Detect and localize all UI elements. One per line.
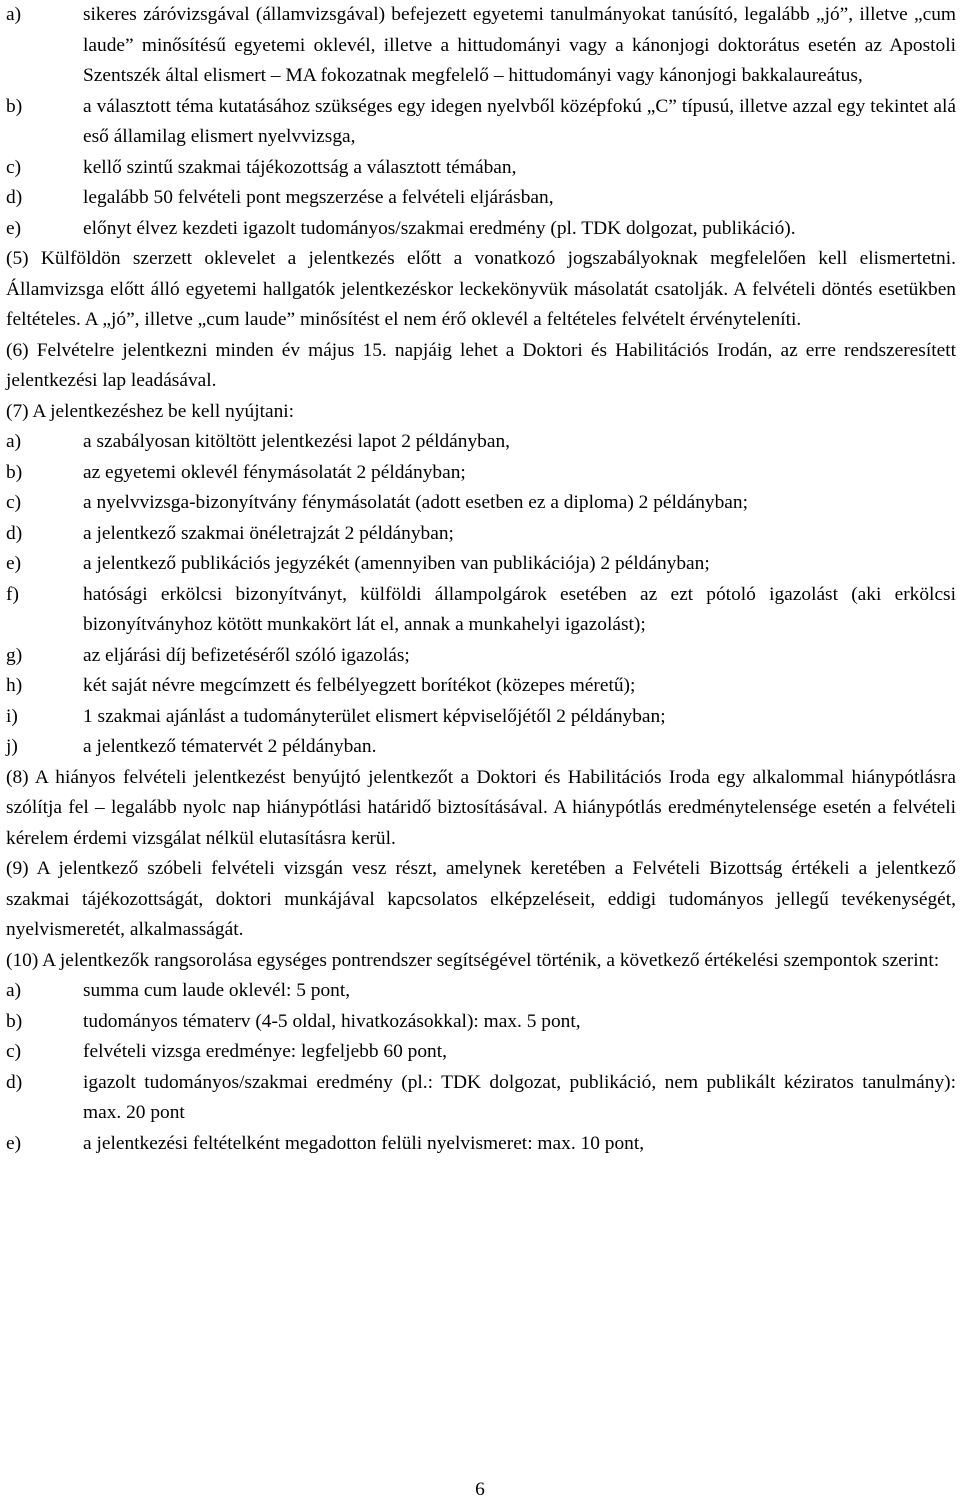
list-item bbox=[6, 671, 956, 702]
list-marker: f) bbox=[6, 583, 19, 605]
list-item-text: kellő szintű szakmai tájékozottság a választott témában, bbox=[83, 156, 517, 178]
list-item bbox=[6, 458, 956, 489]
list-item-text: a jelentkező tématervét 2 példányban. bbox=[83, 736, 377, 757]
list-item-text: summa cum laude oklevél: 5 pont, bbox=[83, 980, 351, 1001]
list-marker: d) bbox=[6, 522, 23, 544]
paragraph-5: (5) Külföldön szerzett oklevelet a jelentkezés előtt a vonatkozó jogszabályoknak megfelelően kell elismertetni. Államvizsga előtt álló egyetemi hallgatók jelentkezéskor leckekönyvük másolatát csatolják. A felvételi döntés esetükben feltételes. A „jó”, illetve „cum laude” minősítést el nem érő oklevél a feltételes felvételt érvényteleníti. bbox=[6, 248, 956, 330]
list-item bbox=[6, 641, 956, 672]
list-marker: a) bbox=[6, 980, 22, 1001]
paragraph-9: (9) A jelentkező szóbeli felvételi vizsgán vesz részt, amelynek keretében a Felvételi Bizottság értékeli a jelentkező szakmai tájékozottságát, doktori munkájával kapcsolatos elképzeléseit, eddigi tudományos jellegű tevékenységét, nyelvismeretét, alkalmasságát. bbox=[6, 858, 956, 940]
list-item-text: a választott téma kutatásához szükséges egy idegen nyelvből középfokú „C” típusú, illetve azzal egy tekintet alá eső államilag elismert nyelvvizsga, bbox=[83, 95, 956, 147]
document-page bbox=[6, 0, 956, 1159]
list-item-text: az egyetemi oklevél fénymásolatát 2 példányban; bbox=[83, 461, 466, 483]
list-marker: c) bbox=[6, 492, 22, 513]
list-item bbox=[6, 153, 956, 184]
submission-list bbox=[6, 427, 956, 763]
list-item bbox=[6, 1007, 956, 1038]
requirements-list bbox=[6, 0, 956, 244]
list-marker: g) bbox=[6, 644, 23, 666]
list-item bbox=[6, 702, 956, 733]
list-marker: d) bbox=[6, 187, 23, 208]
list-item bbox=[6, 519, 956, 550]
list-item bbox=[6, 1037, 956, 1068]
list-item-text: két saját névre megcímzett és felbélyegzett borítékot (közepes méretű); bbox=[83, 675, 636, 696]
list-item-text: a jelentkező publikációs jegyzékét (amennyiben van publikációja) 2 példányban; bbox=[83, 553, 710, 574]
list-marker: e) bbox=[6, 553, 22, 574]
list-item-text: a nyelvvizsga-bizonyítvány fénymásolatát (adott esetben ez a diploma) 2 példányban; bbox=[83, 492, 748, 513]
list-marker: c) bbox=[6, 156, 22, 178]
paragraph-10-heading: (10) A jelentkezők rangsorolása egységes pontrendszer segítségével történik, a következő értékelési szempontok szerint: bbox=[6, 949, 940, 971]
list-item-text: tudományos tématerv (4-5 oldal, hivatkozásokkal): max. 5 pont, bbox=[83, 1010, 581, 1032]
list-item bbox=[6, 549, 956, 580]
list-item-text: felvételi vizsga eredménye: legfeljebb 60 pont, bbox=[83, 1041, 447, 1062]
list-item-text: igazolt tudományos/szakmai eredmény (pl.: TDK dolgozat, publikáció, nem publikált kéziratos tanulmány): max. 20 pont bbox=[83, 1071, 956, 1123]
list-item bbox=[6, 976, 956, 1007]
list-marker: b) bbox=[6, 95, 23, 117]
list-item-text: sikeres záróvizsgával (államvizsgával) befejezett egyetemi tanulmányokat tanúsító, legalább „jó”, illetve „cum laude” minősítésű egyetemi oklevél, illetve a hittudományi vagy a kánonjogi doktorátus esetén az Apostoli Szentszék által elismert – MA fokozatnak megfelelő – hittudományi vagy kánonjogi bakkalaureátus, bbox=[83, 4, 956, 86]
list-item bbox=[6, 580, 956, 641]
paragraph-6: (6) Felvételre jelentkezni minden év május 15. napjáig lehet a Doktori és Habilitációs Irodán, az erre rendszeresített jelentkezési lap leadásával. bbox=[6, 339, 956, 391]
list-item-text: a szabályosan kitöltött jelentkezési lapot 2 példányban, bbox=[83, 431, 511, 452]
list-item bbox=[6, 1129, 956, 1160]
list-item bbox=[6, 92, 956, 153]
list-item-text: hatósági erkölcsi bizonyítványt, külföldi állampolgárok esetében az ezt pótoló igazolást (aki erkölcsi bizonyítványhoz kötött munkakört lát el, annak a munkahelyi igazolást); bbox=[83, 583, 956, 635]
list-item-text: legalább 50 felvételi pont megszerzése a felvételi eljárásban, bbox=[83, 187, 554, 208]
page-number: 6 bbox=[475, 1479, 485, 1500]
list-marker: a) bbox=[6, 431, 22, 452]
list-item-text: 1 szakmai ajánlást a tudományterület elismert képviselőjétől 2 példányban; bbox=[83, 705, 666, 727]
list-item-text: az eljárási díj befizetéséről szóló igazolás; bbox=[83, 644, 410, 666]
list-item bbox=[6, 427, 956, 458]
paragraph-8: (8) A hiányos felvételi jelentkezést benyújtó jelentkezőt a Doktori és Habilitációs Iroda egy alkalommal hiánypótlásra szólítja fel – legalább nyolc nap hiánypótlási határidő biztosításával. A hiánypótlás eredménytelensége esetén a felvételi kérelem érdemi vizsgálat nélkül elutasításra kerül. bbox=[6, 766, 956, 849]
list-item bbox=[6, 488, 956, 519]
list-marker: i) bbox=[6, 705, 18, 727]
list-item bbox=[6, 1068, 956, 1129]
list-item-text: előnyt élvez kezdeti igazolt tudományos/szakmai eredmény (pl. TDK dolgozat, publikáció). bbox=[83, 217, 796, 239]
list-marker: b) bbox=[6, 1010, 23, 1032]
list-item-text: a jelentkezési feltételként megadotton felüli nyelvismeret: max. 10 pont, bbox=[83, 1132, 645, 1154]
list-marker: b) bbox=[6, 461, 23, 483]
list-item bbox=[6, 183, 956, 214]
list-item-text: a jelentkező szakmai önéletrajzát 2 példányban; bbox=[83, 522, 454, 544]
list-item bbox=[6, 214, 956, 245]
list-item bbox=[6, 732, 956, 763]
list-marker: e) bbox=[6, 1132, 22, 1154]
list-marker: d) bbox=[6, 1071, 23, 1093]
list-marker: h) bbox=[6, 675, 23, 696]
list-marker: j) bbox=[6, 736, 18, 757]
list-marker: e) bbox=[6, 217, 22, 239]
scoring-list bbox=[6, 976, 956, 1159]
list-item bbox=[6, 0, 956, 92]
list-marker: c) bbox=[6, 1041, 22, 1062]
list-marker: a) bbox=[6, 4, 22, 25]
paragraph-7-heading: (7) A jelentkezéshez be kell nyújtani: bbox=[6, 400, 295, 422]
